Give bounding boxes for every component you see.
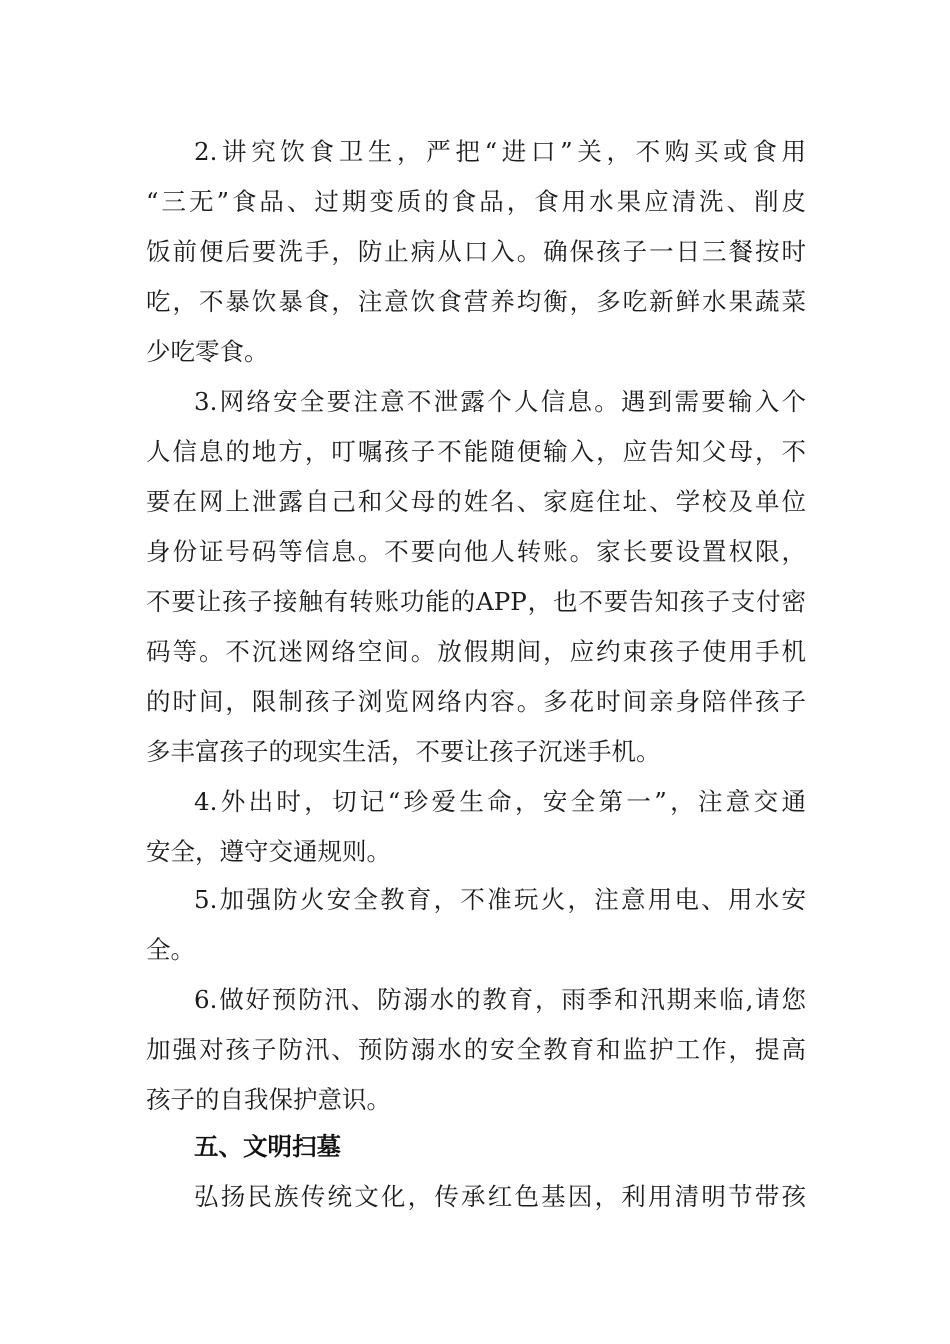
item2-line-1: 2.讲究饮食卫生，严把“进口”关，不购买或食用 xyxy=(194,137,806,166)
item5-line-2: 全。 xyxy=(146,935,195,964)
item3-line-7: 的时间，限制孩子浏览网络内容。多花时间亲身陪伴孩子 xyxy=(146,687,806,716)
item2-line-3: 饭前便后要洗手，防止病从口入。确保孩子一日三餐按时 xyxy=(146,237,806,266)
section-heading: 五、文明扫墓 xyxy=(194,1132,341,1161)
item2-line-2: “三无”食品、过期变质的食品，食用水果应清洗、削皮 xyxy=(146,187,806,216)
item3-line-3: 要在网上泄露自己和父母的姓名、家庭住址、学校及单位 xyxy=(146,487,806,516)
item2-line-5: 少吃零食。 xyxy=(146,337,269,366)
item3-line-4: 身份证号码等信息。不要向他人转账。家长要设置权限， xyxy=(146,537,806,566)
item2-line-4: 吃，不暴饮暴食，注意饮食营养均衡，多吃新鲜水果蔬菜 xyxy=(146,287,806,316)
item3-line-5: 不要让孩子接触有转账功能的APP，也不要告知孩子支付密 xyxy=(146,587,806,616)
item6-line-2: 加强对孩子防汛、预防溺水的安全教育和监护工作，提高 xyxy=(146,1035,806,1064)
section5-line-1: 弘扬民族传统文化，传承红色基因，利用清明节带孩 xyxy=(194,1182,806,1211)
item4-line-1: 4.外出时，切记“珍爱生命，安全第一”，注意交通 xyxy=(194,787,806,816)
item6-line-3: 孩子的自我保护意识。 xyxy=(146,1085,391,1114)
item4-line-2: 安全，遵守交通规则。 xyxy=(146,837,391,866)
item3-line-2: 人信息的地方，叮嘱孩子不能随便输入，应告知父母，不 xyxy=(146,437,806,466)
item3-line-6: 码等。不沉迷网络空间。放假期间，应约束孩子使用手机 xyxy=(146,637,806,666)
item6-line-1: 6.做好预防汛、防溺水的教育，雨季和汛期来临,请您 xyxy=(194,985,806,1014)
item3-line-1: 3.网络安全要注意不泄露个人信息。遇到需要输入个 xyxy=(194,387,806,416)
item5-line-1: 5.加强防火安全教育，不准玩火，注意用电、用水安 xyxy=(194,885,806,914)
item3-line-8: 多丰富孩子的现实生活，不要让孩子沉迷手机。 xyxy=(146,737,661,766)
